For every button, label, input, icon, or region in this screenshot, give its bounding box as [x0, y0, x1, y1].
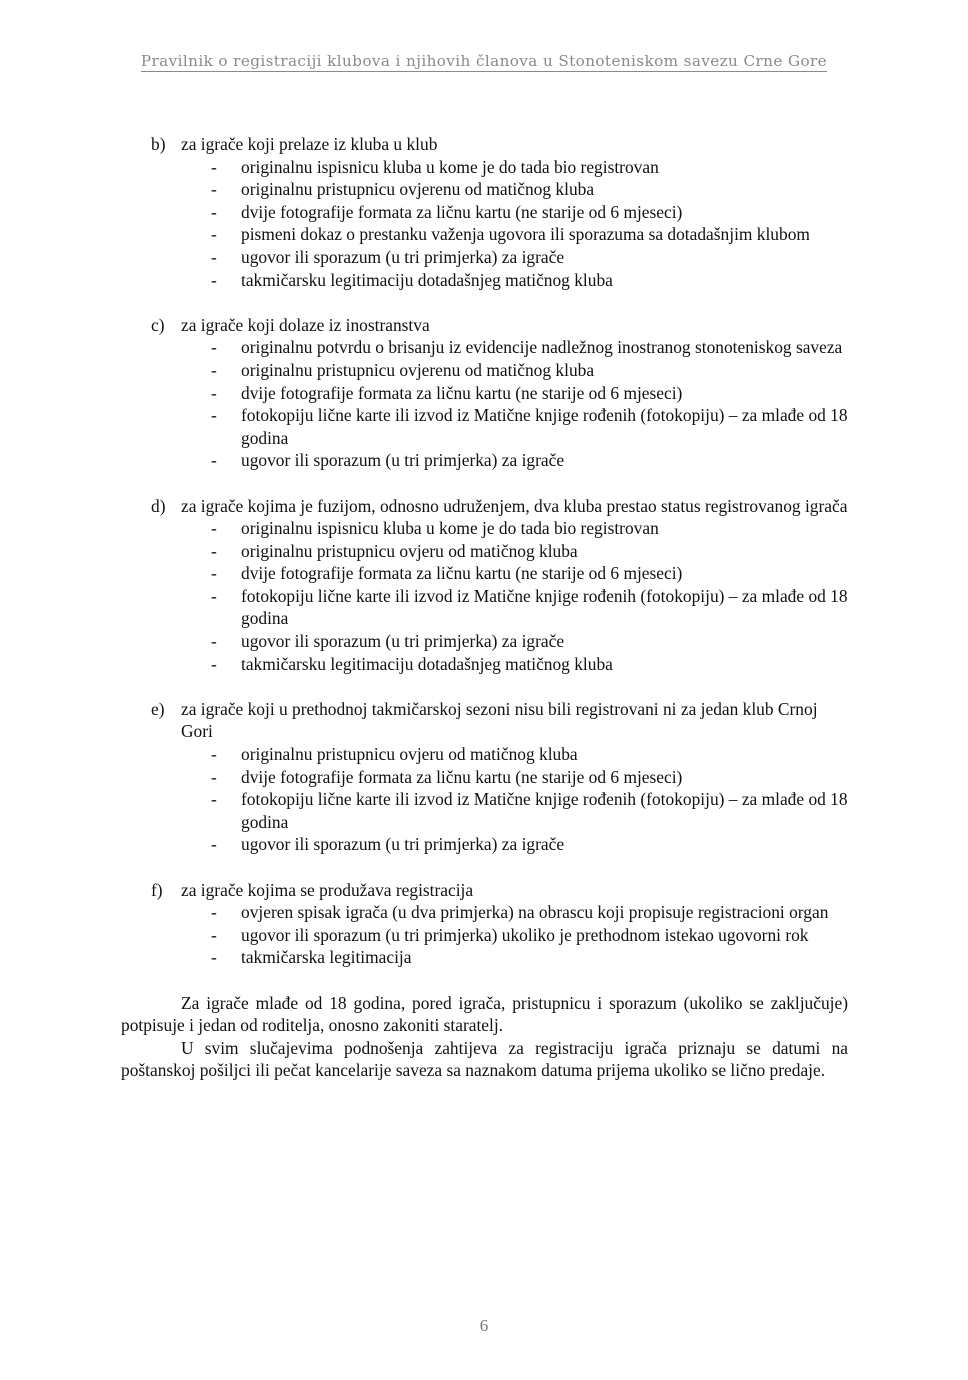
section-c	[0, 314, 968, 472]
bullet-dash: -	[211, 518, 217, 539]
list-item	[0, 517, 968, 540]
bullet-dash: -	[211, 744, 217, 765]
bullet-dash: -	[211, 563, 217, 584]
section-heading-text: za igrače kojima se produžava registracija	[181, 879, 474, 900]
list-item	[0, 404, 968, 449]
list-item	[0, 946, 968, 969]
list-item-text: ugovor ili sporazum (u tri primjerka) za igrače	[241, 631, 565, 652]
list-item-text: takmičarska legitimacija	[241, 947, 412, 968]
list-item	[0, 540, 968, 563]
section-e	[0, 698, 968, 856]
bullet-dash: -	[211, 179, 217, 200]
list-item-text: fotokopiju lične karte ili izvod iz Matične knjige rođenih (fotokopiju) – za mlađe od 18 godina	[241, 585, 848, 629]
section-heading	[0, 495, 968, 518]
section-b	[0, 133, 968, 291]
list-item-text: originalnu potvrdu o brisanju iz evidencije nadležnog inostranog stonoteniskog saveza	[241, 337, 843, 358]
section-letter: c)	[151, 314, 165, 335]
bullet-dash: -	[211, 766, 217, 787]
bullet-dash: -	[211, 359, 217, 380]
list-item	[0, 901, 968, 924]
list-item-text: dvije fotografije formata za ličnu kartu (ne starije od 6 mjeseci)	[241, 766, 683, 787]
bullet-dash: -	[211, 405, 217, 426]
bullet-dash: -	[211, 201, 217, 222]
requirement-list	[0, 156, 968, 292]
list-item-text: originalnu pristupnicu ovjeru od matičnog kluba	[241, 540, 578, 561]
list-item	[0, 653, 968, 676]
bullet-dash: -	[211, 834, 217, 855]
requirement-list	[0, 743, 968, 856]
list-item-text: originalnu ispisnicu kluba u kome je do tada bio registrovan	[241, 518, 659, 539]
section-f	[0, 879, 968, 969]
bullet-dash: -	[211, 382, 217, 403]
list-item	[0, 178, 968, 201]
list-item	[0, 156, 968, 179]
bullet-dash: -	[211, 540, 217, 561]
list-item	[0, 743, 968, 766]
list-item	[0, 336, 968, 359]
list-item-text: fotokopiju lične karte ili izvod iz Matične knjige rođenih (fotokopiju) – za mlađe od 18 godina	[241, 405, 848, 448]
section-letter: e)	[151, 698, 165, 719]
closing-paragraph-dates: U svim slučajevima podnošenja zahtijeva za registraciju igrača priznaju se datumi na poštanskoj pošiljci ili pečat kancelarije saveza sa naznakom datuma prijema ukoliko se lično predaje.	[121, 1037, 848, 1081]
list-item	[0, 585, 968, 630]
list-item-text: originalnu pristupnicu ovjeru od matičnog kluba	[241, 744, 578, 765]
list-item-text: originalnu pristupnicu ovjerenu od matičnog kluba	[241, 359, 595, 380]
list-item	[0, 924, 968, 947]
running-header-title: Pravilnik o registraciji klubova i njihovih članova u Stonoteniskom savezu Crne Gore	[140, 52, 828, 70]
bullet-dash: -	[211, 224, 217, 245]
requirement-list	[0, 517, 968, 675]
list-item-text: fotokopiju lične karte ili izvod iz Matične knjige rođenih (fotokopiju) – za mlađe od 18 godina	[241, 789, 848, 832]
section-heading	[0, 879, 968, 902]
list-item-text: dvije fotografije formata za ličnu kartu (ne starije od 6 mjeseci)	[241, 563, 683, 584]
list-item-text: pismeni dokaz o prestanku važenja ugovora ili sporazuma sa dotadašnjim klubom	[241, 224, 810, 245]
list-item-text: ugovor ili sporazum (u tri primjerka) za igrače	[241, 246, 565, 267]
section-d	[0, 495, 968, 676]
closing-paragraph-minors: Za igrače mlađe od 18 godina, pored igrača, pristupnicu i sporazum (ukoliko se zaključuje) potpisuje i jedan od roditelja, onosno zakoniti staratelj.	[121, 992, 848, 1036]
page-number: 6	[479, 1316, 489, 1335]
bullet-dash: -	[211, 902, 217, 923]
list-item-text: ugovor ili sporazum (u tri primjerka) ukoliko je prethodnom istekao ugovorni rok	[241, 924, 809, 945]
list-item-text: takmičarsku legitimaciju dotadašnjeg matičnog kluba	[241, 269, 613, 290]
bullet-dash: -	[211, 337, 217, 358]
section-heading	[0, 698, 968, 743]
list-item	[0, 630, 968, 653]
bullet-dash: -	[211, 947, 217, 968]
list-item	[0, 201, 968, 224]
list-item	[0, 223, 968, 246]
section-letter: d)	[151, 495, 166, 516]
bullet-dash: -	[211, 631, 217, 652]
list-item-text: dvije fotografije formata za ličnu kartu (ne starije od 6 mjeseci)	[241, 201, 683, 222]
bullet-dash: -	[211, 653, 217, 674]
list-item	[0, 269, 968, 292]
requirement-list	[0, 336, 968, 472]
section-heading-text: za igrače koji dolaze iz inostranstva	[181, 314, 430, 335]
section-heading-text: za igrače koji u prethodnoj takmičarskoj sezoni nisu bili registrovani ni za jedan klub Crnoj Gori	[181, 698, 818, 742]
requirement-list	[0, 901, 968, 969]
section-letter: b)	[151, 134, 166, 154]
list-item	[0, 246, 968, 269]
list-item	[0, 382, 968, 405]
list-item-text: dvije fotografije formata za ličnu kartu (ne starije od 6 mjeseci)	[241, 382, 683, 403]
bullet-dash: -	[211, 924, 217, 945]
list-item-text: ovjeren spisak igrača (u dva primjerka) na obrascu koji propisuje registracioni organ	[241, 902, 829, 923]
list-item	[0, 359, 968, 382]
list-item-text: takmičarsku legitimaciju dotadašnjeg matičnog kluba	[241, 653, 613, 674]
list-item	[0, 766, 968, 789]
list-item-text: originalnu pristupnicu ovjerenu od matičnog kluba	[241, 179, 595, 200]
section-letter: f)	[151, 879, 163, 900]
closing-paragraphs	[0, 992, 968, 1082]
running-header	[0, 52, 968, 71]
section-heading-text: za igrače koji prelaze iz kluba u klub	[181, 134, 438, 154]
bullet-dash: -	[211, 450, 217, 471]
document-body	[0, 133, 968, 1082]
list-item-text: originalnu ispisnicu kluba u kome je do tada bio registrovan	[241, 156, 659, 177]
bullet-dash: -	[211, 585, 217, 606]
list-item	[0, 449, 968, 472]
section-heading	[0, 133, 968, 156]
requirements-sections	[0, 133, 968, 969]
bullet-dash: -	[211, 156, 217, 177]
list-item	[0, 788, 968, 833]
list-item-text: ugovor ili sporazum (u tri primjerka) za igrače	[241, 834, 565, 855]
bullet-dash: -	[211, 246, 217, 267]
list-item-text: ugovor ili sporazum (u tri primjerka) za igrače	[241, 450, 565, 471]
list-item	[0, 833, 968, 856]
bullet-dash: -	[211, 789, 217, 810]
section-heading	[0, 314, 968, 337]
section-heading-text: za igrače kojima je fuzijom, odnosno udruženjem, dva kluba prestao status registrovanog igrača	[181, 495, 848, 516]
bullet-dash: -	[211, 269, 217, 290]
list-item	[0, 562, 968, 585]
